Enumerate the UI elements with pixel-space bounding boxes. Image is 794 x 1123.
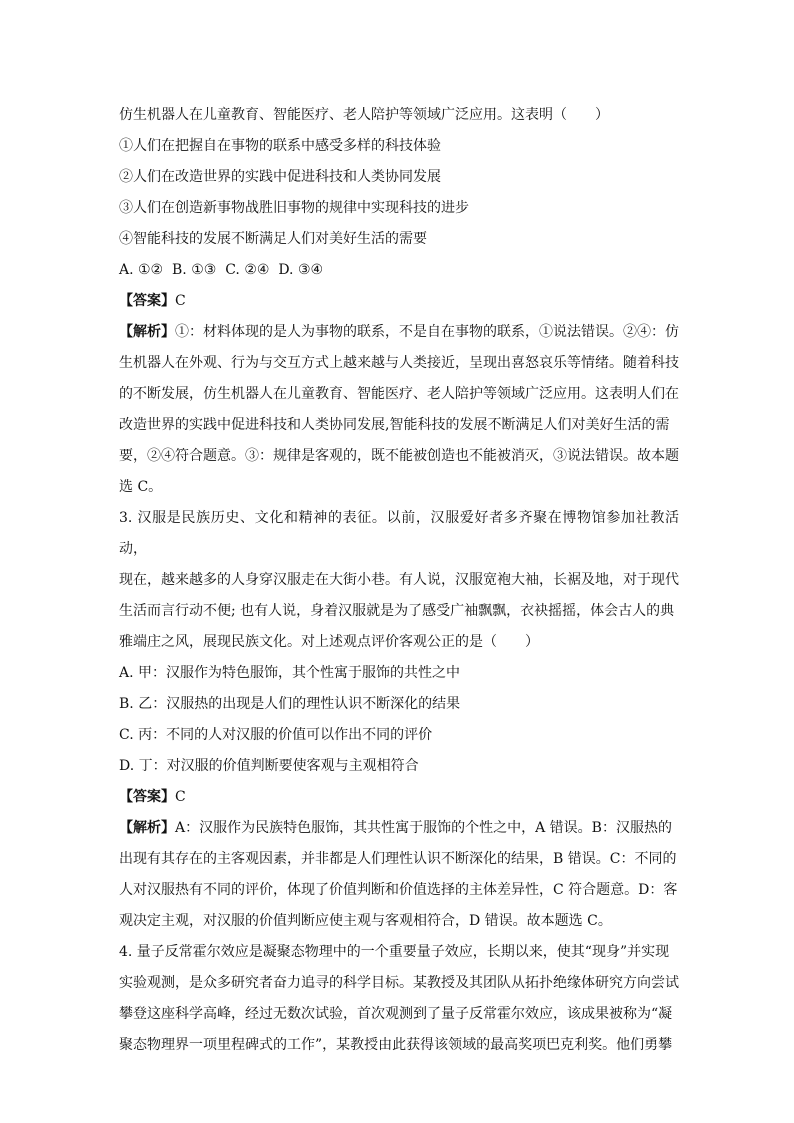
question-4-stem-line-2: 实验观测，是众多研究者奋力追寻的科学目标。某教授及其团队从拓扑绝缘体研究方向尝试 (119, 975, 679, 991)
answer-value: C (175, 789, 186, 805)
question-3-analysis-line-2: 出现有其存在的主客观因素，并非都是人们理性认识不断深化的结果，B 错误。C：不同的 (119, 851, 677, 867)
question-3-analysis-line-3: 人对汉服热有不同的评价，体现了价值判断和价值选择的主体差异性，C 符合题意。D：客 (119, 882, 678, 898)
question-3-stem-line-1: 3. 汉服是民族历史、文化和精神的表征。以前，汉服爱好者多齐聚在博物馆参加社教活动， (119, 510, 679, 557)
question-2-analysis-line-2: 生机器人在外观、行为与交互方式上越来越与人类接近，呈现出喜怒哀乐等情绪。随着科技 (119, 355, 679, 371)
question-2-choices: A. ①② B. ①③ C. ②④ D. ③④ (119, 262, 324, 278)
question-2-option-3: ③人们在创造新事物战胜旧事物的规律中实现科技的进步 (119, 200, 469, 216)
analysis-text: ①：材料体现的是人为事物的联系，不是自在事物的联系，①说法错误。②④：仿 (175, 324, 679, 340)
question-3-answer (119, 782, 679, 813)
question-2-option-1: ①人们在把握自在事物的联系中感受多样的科技体验 (119, 138, 441, 154)
question-4-stem-line-3: 攀登这座科学高峰，经过无数次试验，首次观测到了量子反常霍尔效应，该成果被称为“凝 (119, 1006, 673, 1022)
question-2-analysis-line-6: 选 C。 (119, 479, 163, 495)
question-3-stem-line-4: 雅端庄之风，展现民族文化。对上述观点评价客观公正的是（ ） (119, 634, 539, 650)
question-3-option-d: D. 丁：对汉服的价值判断要使客观与主观相符合 (119, 758, 419, 774)
analysis-label: 【解析】 (119, 820, 175, 836)
question-2-option-2: ②人们在改造世界的实践中促进科技和人类协同发展 (119, 169, 441, 185)
question-3-option-b: B. 乙：汉服热的出现是人们的理性认识不断深化的结果 (119, 696, 461, 712)
answer-label: 【答案】 (119, 293, 175, 309)
question-2-analysis-line-4: 改造世界的实践中促进科技和人类协同发展,智能科技的发展不断满足人们对美好生活的需 (119, 417, 670, 433)
document-page (119, 100, 679, 1061)
question-3-stem-line-2: 现在，越来越多的人身穿汉服走在大街小巷。有人说，汉服宽袍大袖，长裾及地，对于现代 (119, 572, 679, 588)
question-3-analysis-line-4: 观决定主观，对汉服的价值判断应使主观与客观相符合，D 错误。故本题选 C。 (119, 913, 612, 929)
analysis-label: 【解析】 (119, 324, 175, 340)
question-3-stem-line-3: 生活而言行动不便; 也有人说，身着汉服就是为了感受广袖飘飘，衣袂摇摇，体会古人的典 (119, 603, 675, 619)
question-2-analysis-line-5: 要，②④符合题意。③：规律是客观的，既不能被创造也不能被消灭，③说法错误。故本题 (119, 448, 679, 464)
question-2-option-4: ④智能科技的发展不断满足人们对美好生活的需要 (119, 231, 427, 247)
question-3-analysis-line-1 (119, 813, 679, 844)
question-4-stem-line-4: 聚态物理界一项里程碑式的工作”，某教授由此获得该领域的最高奖项巴克利奖。他们勇攀 (119, 1037, 673, 1053)
question-3-option-a: A. 甲：汉服作为特色服饰，其个性寓于服饰的共性之中 (119, 665, 461, 681)
question-3-option-c: C. 丙：不同的人对汉服的价值可以作出不同的评价 (119, 727, 433, 743)
question-2-analysis-line-3: 的不断发展，仿生机器人在儿童教育、智能医疗、老人陪护等领域广泛应用。这表明人们在 (119, 386, 679, 402)
analysis-text: A：汉服作为民族特色服饰，其共性寓于服饰的个性之中，A 错误。B：汉服热的 (175, 820, 672, 836)
question-2-analysis-line-1 (119, 317, 679, 348)
question-2-answer (119, 286, 679, 317)
answer-label: 【答案】 (119, 789, 175, 805)
question-4-stem-line-1: 4. 量子反常霍尔效应是凝聚态物理中的一个重要量子效应，长期以来，使其“现身”并实现 (119, 944, 670, 960)
answer-value: C (175, 293, 186, 309)
question-2-stem: 仿生机器人在儿童教育、智能医疗、老人陪护等领域广泛应用。这表明（ ） (119, 107, 609, 123)
